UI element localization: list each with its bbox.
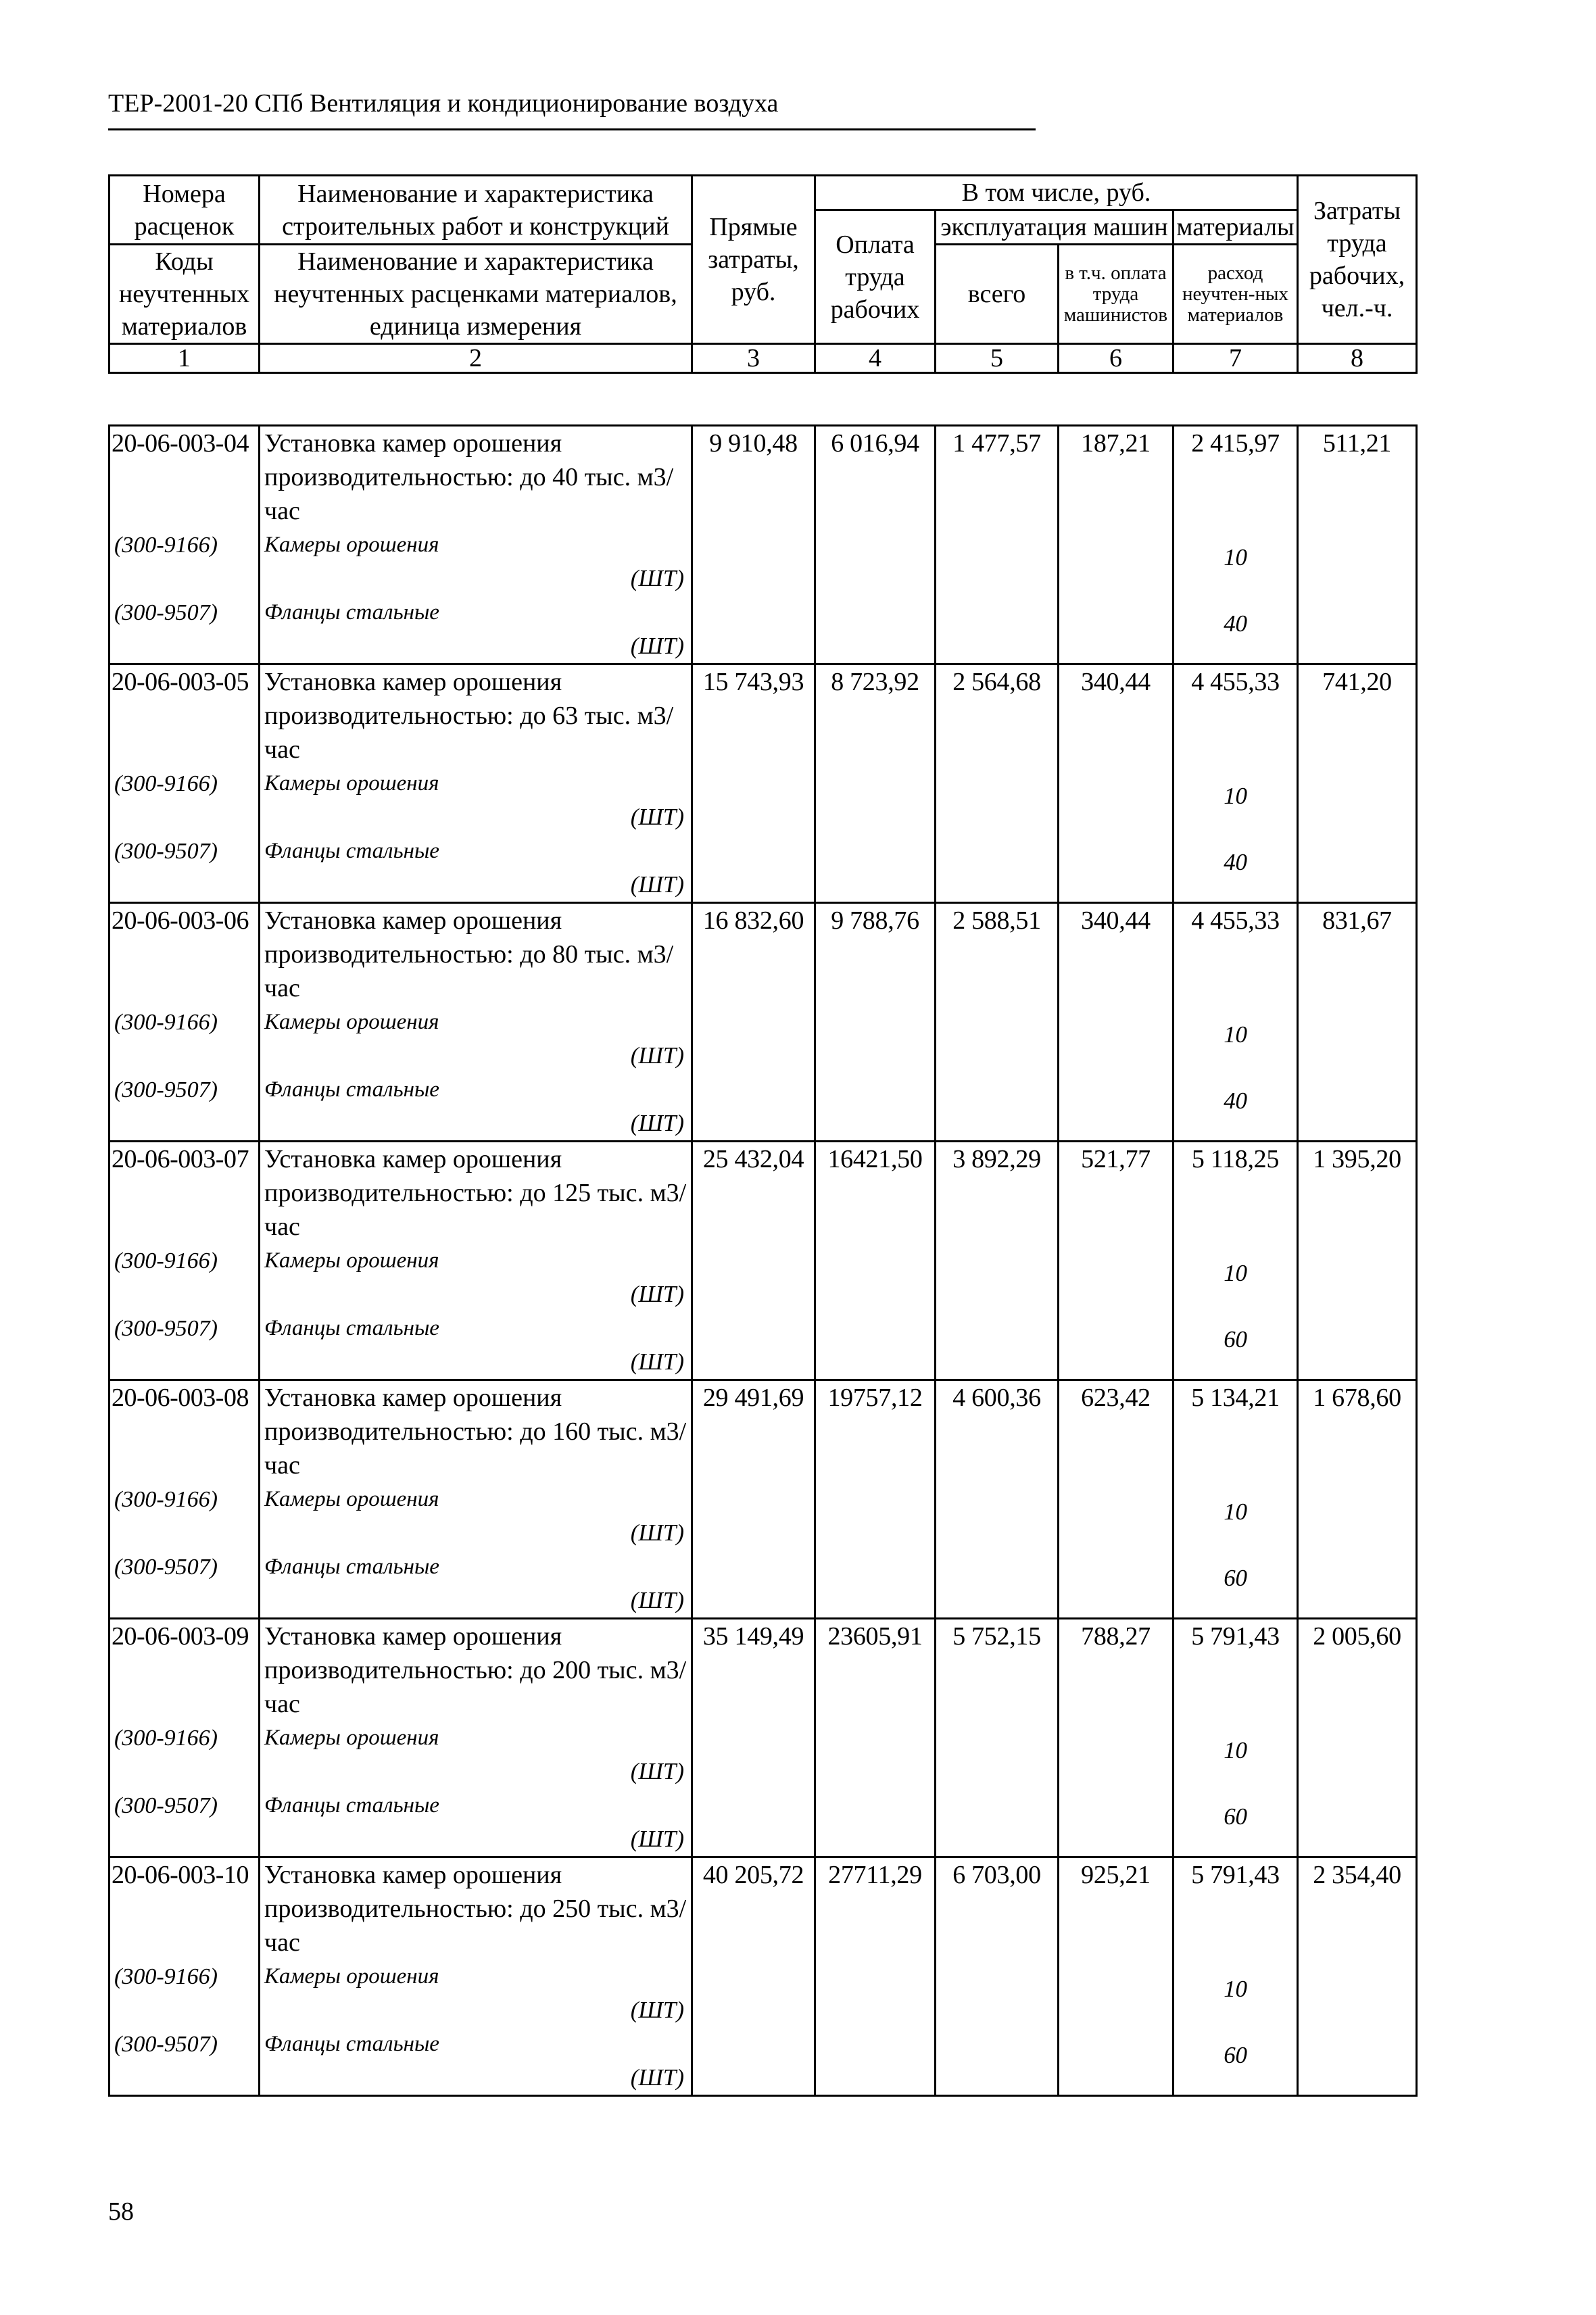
materials-cell [1174,426,1298,664]
table-header [108,174,1418,374]
material-name: Фланцы стальные [264,600,439,625]
material-unit: (ШТ) [630,633,684,659]
operators-pay: 925,21 [1059,1857,1174,2096]
labor-hours: 511,21 [1298,426,1417,664]
description-cell [260,1857,692,2096]
machines-total: 6 703,00 [936,1857,1059,2096]
material-unit: (ШТ) [630,1042,684,1069]
table-row [110,1619,1417,1857]
labor-pay: 6 016,94 [815,426,936,664]
table-row [110,1380,1417,1619]
material-code: (300-9507) [114,839,218,864]
rate-code: 20-06-003-08 [112,1384,249,1412]
work-description: Установка камер орошения производительностью: до 80 тыс. м3/час [264,906,674,1002]
operators-pay: 340,44 [1059,903,1174,1142]
header-col4: Оплата труда рабочих [815,210,936,344]
material-code: (300-9507) [114,1316,218,1341]
materials-cost: 5 791,43 [1191,1861,1280,1889]
material-code: (300-9166) [114,533,218,558]
labor-pay: 9 788,76 [815,903,936,1142]
table-row [110,903,1417,1142]
rate-code-cell [110,1619,260,1857]
material-quantity: 60 [1224,1803,1247,1830]
material-quantity: 10 [1224,783,1247,809]
material-unit: (ШТ) [630,2064,684,2091]
operators-pay: 521,77 [1059,1142,1174,1380]
material-quantity: 10 [1224,1498,1247,1525]
material-name: Камеры орошения [264,771,439,796]
header-group: В том числе, руб. [815,176,1298,210]
materials-cost: 5 118,25 [1191,1145,1280,1173]
direct-costs: 16 832,60 [692,903,815,1142]
labor-hours: 1 395,20 [1298,1142,1417,1380]
column-number: 6 [1059,344,1174,373]
header-col2-bottom: Наименование и характеристика неучтенных расценками материалов, единица измерения [260,245,692,344]
rate-code: 20-06-003-09 [112,1622,249,1651]
header-materials: материалы [1174,210,1298,245]
material-unit: (ШТ) [630,871,684,898]
material-unit: (ШТ) [630,1110,684,1136]
rate-code-cell [110,1142,260,1380]
labor-hours: 741,20 [1298,664,1417,903]
labor-pay: 16421,50 [815,1142,936,1380]
operators-pay: 623,42 [1059,1380,1174,1619]
column-number: 2 [260,344,692,373]
labor-pay: 8 723,92 [815,664,936,903]
column-number: 7 [1174,344,1298,373]
rate-code: 20-06-003-10 [112,1861,249,1889]
description-cell [260,426,692,664]
material-code: (300-9166) [114,1010,218,1035]
material-name: Фланцы стальные [264,1077,439,1102]
column-number: 5 [936,344,1059,373]
material-code: (300-9507) [114,1793,218,1818]
work-description: Установка камер орошения производительностью: до 250 тыс. м3/час [264,1861,687,1957]
material-unit: (ШТ) [630,1587,684,1613]
material-quantity: 60 [1224,1565,1247,1591]
material-code: (300-9166) [114,1487,218,1512]
header-col6: в т.ч. оплата труда машинистов [1059,245,1174,344]
labor-pay: 23605,91 [815,1619,936,1857]
header-col5: всего [936,245,1059,344]
materials-cost: 4 455,33 [1191,668,1280,696]
material-code: (300-9507) [114,1077,218,1102]
materials-cell [1174,903,1298,1142]
material-unit: (ШТ) [630,1281,684,1307]
materials-cell [1174,664,1298,903]
material-name: Фланцы стальные [264,1316,439,1340]
material-quantity: 10 [1224,544,1247,570]
material-unit: (ШТ) [630,1758,684,1784]
materials-cost: 2 415,97 [1191,429,1280,458]
material-name: Фланцы стальные [264,1555,439,1579]
material-unit: (ШТ) [630,1519,684,1546]
operators-pay: 340,44 [1059,664,1174,903]
direct-costs: 9 910,48 [692,426,815,664]
header-machines: эксплуатация машин [936,210,1174,245]
direct-costs: 15 743,93 [692,664,815,903]
labor-hours: 1 678,60 [1298,1380,1417,1619]
rate-code-cell [110,426,260,664]
machines-total: 2 564,68 [936,664,1059,903]
header-col2-top: Наименование и характеристика строительных работ и конструкций [260,176,692,245]
material-name: Камеры орошения [264,1964,439,1989]
column-number: 4 [815,344,936,373]
header-col1-bottom: Коды неучтенных материалов [110,245,260,344]
material-name: Камеры орошения [264,533,439,557]
description-cell [260,1380,692,1619]
direct-costs: 25 432,04 [692,1142,815,1380]
material-code: (300-9166) [114,1964,218,1989]
material-code: (300-9166) [114,771,218,796]
direct-costs: 40 205,72 [692,1857,815,2096]
table-row [110,664,1417,903]
material-quantity: 40 [1224,1088,1247,1114]
table-row [110,1857,1417,2096]
material-code: (300-9507) [114,600,218,625]
page-number: 58 [108,2197,134,2226]
machines-total: 1 477,57 [936,426,1059,664]
rate-code-cell [110,1380,260,1619]
labor-hours: 2 005,60 [1298,1619,1417,1857]
material-quantity: 10 [1224,1260,1247,1286]
rate-code: 20-06-003-05 [112,668,249,696]
material-quantity: 60 [1224,1326,1247,1353]
rate-code-cell [110,1857,260,2096]
machines-total: 5 752,15 [936,1619,1059,1857]
machines-total: 4 600,36 [936,1380,1059,1619]
material-unit: (ШТ) [630,804,684,830]
column-number: 3 [692,344,815,373]
page-title: ТЕР-2001-20 СПб Вентиляция и кондиционирование воздуха [108,88,1036,130]
rates-table [108,424,1418,2097]
material-code: (300-9166) [114,1248,218,1273]
material-unit: (ШТ) [630,1997,684,2023]
header-col7: расход неучтен-ных материалов [1174,245,1298,344]
material-unit: (ШТ) [630,565,684,591]
direct-costs: 35 149,49 [692,1619,815,1857]
labor-hours: 831,67 [1298,903,1417,1142]
column-number: 1 [110,344,260,373]
material-name: Камеры орошения [264,1726,439,1750]
work-description: Установка камер орошения производительностью: до 63 тыс. м3/час [264,668,674,764]
material-name: Фланцы стальные [264,839,439,863]
column-number: 8 [1298,344,1417,373]
machines-total: 2 588,51 [936,903,1059,1142]
material-quantity: 10 [1224,1021,1247,1048]
description-cell [260,903,692,1142]
materials-cell [1174,1857,1298,2096]
materials-cell [1174,1619,1298,1857]
material-quantity: 40 [1224,849,1247,875]
description-cell [260,664,692,903]
material-name: Камеры орошения [264,1487,439,1511]
material-code: (300-9166) [114,1726,218,1751]
description-cell [260,1142,692,1380]
description-cell [260,1619,692,1857]
material-quantity: 60 [1224,2042,1247,2068]
work-description: Установка камер орошения производительностью: до 40 тыс. м3/час [264,429,674,525]
operators-pay: 187,21 [1059,426,1174,664]
materials-cell [1174,1380,1298,1619]
rate-code: 20-06-003-07 [112,1145,249,1173]
rate-code: 20-06-003-04 [112,429,249,458]
header-col8: Затраты труда рабочих, чел.-ч. [1298,176,1417,344]
material-unit: (ШТ) [630,1348,684,1375]
machines-total: 3 892,29 [936,1142,1059,1380]
material-quantity: 40 [1224,610,1247,637]
table-row [110,426,1417,664]
labor-pay: 19757,12 [815,1380,936,1619]
material-quantity: 10 [1224,1737,1247,1763]
labor-hours: 2 354,40 [1298,1857,1417,2096]
work-description: Установка камер орошения производительностью: до 125 тыс. м3/час [264,1145,687,1241]
material-code: (300-9507) [114,2032,218,2057]
rate-code-cell [110,903,260,1142]
material-code: (300-9507) [114,1555,218,1580]
work-description: Установка камер орошения производительностью: до 200 тыс. м3/час [264,1622,687,1718]
materials-cost: 5 791,43 [1191,1622,1280,1651]
material-quantity: 10 [1224,1976,1247,2002]
material-name: Камеры орошения [264,1010,439,1034]
work-description: Установка камер орошения производительностью: до 160 тыс. м3/час [264,1384,687,1480]
material-name: Фланцы стальные [264,2032,439,2056]
material-unit: (ШТ) [630,1826,684,1852]
direct-costs: 29 491,69 [692,1380,815,1619]
table-row [110,1142,1417,1380]
header-col3: Прямые затраты, руб. [692,176,815,344]
materials-cell [1174,1142,1298,1380]
materials-cost: 5 134,21 [1191,1384,1280,1412]
labor-pay: 27711,29 [815,1857,936,2096]
material-name: Камеры орошения [264,1248,439,1273]
rate-code: 20-06-003-06 [112,906,249,935]
material-name: Фланцы стальные [264,1793,439,1818]
operators-pay: 788,27 [1059,1619,1174,1857]
header-col1-top: Номера расценок [110,176,260,245]
materials-cost: 4 455,33 [1191,906,1280,935]
rate-code-cell [110,664,260,903]
